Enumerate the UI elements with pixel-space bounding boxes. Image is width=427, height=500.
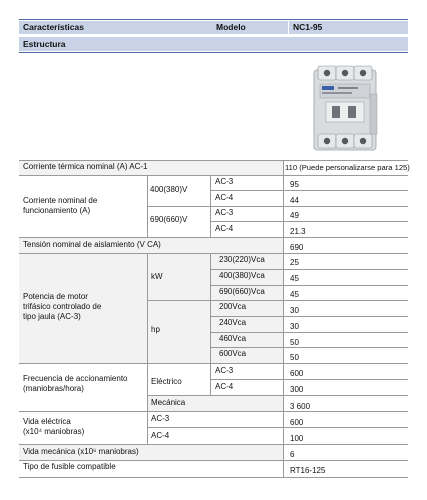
label-potencia-2: trifásico controlado de [23,302,102,311]
value-vida-600: 600 [290,418,304,427]
rule [210,269,408,270]
rule [210,285,408,286]
label-ac4-b: AC-4 [215,224,234,233]
col-rule [147,363,148,444]
label-frecuencia-2: (maniobras/hora) [23,384,84,393]
header-caracteristicas: Características [23,22,84,32]
value-fusible: RT16-125 [290,466,326,475]
label-tension: Tensión nominal de aislamiento (V CA) [23,240,161,249]
label-vida-mecanica: Vida mecánica (x10⁶ maniobras) [23,447,139,456]
hp-voltage: 600Vca [219,349,247,358]
label-fusible: Tipo de fusible compatible [23,462,116,471]
label-vida-ac4: AC-4 [151,431,170,440]
rule [19,175,408,176]
hp-value: 30 [290,322,299,331]
value-vida-mecanica: 6 [290,450,295,459]
value-95: 95 [290,180,299,189]
label-potencia-3: tipo jaula (AC-3) [23,312,81,321]
header-divider [288,21,289,34]
col-rule [210,363,211,395]
value-21-3: 21.3 [290,227,306,236]
rule [19,444,408,445]
rule [147,395,408,396]
rule [147,300,408,301]
rule [147,206,408,207]
label-mecanica: Mecánica [151,398,186,407]
hp-value: 50 [290,353,299,362]
value-frec-3600: 3 600 [290,402,311,411]
label-electrico: Eléctrico [151,377,182,386]
rule [19,237,408,238]
label-vida-electrica-2: (x10⁴ maniobras) [23,427,85,436]
header-bottom-rule [19,52,408,53]
value-frec-600: 600 [290,369,304,378]
col-rule [283,160,284,477]
header-mid-rule [19,35,408,36]
rule [210,221,408,222]
hp-value: 50 [290,338,299,347]
label-potencia-1: Potencia de motor [23,292,88,301]
label-frecuencia-1: Frecuencia de accionamiento [23,374,128,383]
col-rule [147,175,148,237]
header-sub-bar [19,37,408,51]
rule [19,411,408,412]
label-690v: 690(660)V [150,215,188,224]
label-vida-electrica-1: Vida eléctrica [23,417,71,426]
hp-voltage: 240Vca [219,318,247,327]
rule [19,477,408,478]
label-400v: 400(380)V [150,185,188,194]
label-hp: hp [151,325,160,334]
col-rule [210,175,211,237]
kw-value: 45 [290,274,299,283]
label-ac4-a: AC-4 [215,193,234,202]
label-corriente-nominal-1: Corriente nominal de [23,196,98,205]
label-frec-ac3: AC-3 [215,366,234,375]
rule [210,347,408,348]
rule [210,332,408,333]
hp-voltage: 200Vca [219,302,247,311]
value-vida-100: 100 [290,434,304,443]
header-model-value: NC1-95 [293,22,323,32]
label-ac3-a: AC-3 [215,177,234,186]
label-kw: kW [151,272,163,281]
header-estructura: Estructura [23,39,66,49]
header-modelo: Modelo [216,22,246,32]
header-top-rule [19,19,408,20]
kw-voltage: 230(220)Vca [219,255,265,264]
contactor-image [312,64,378,152]
rule [19,160,408,161]
kw-value: 45 [290,290,299,299]
rule [147,427,408,428]
label-vida-ac3: AC-3 [151,414,170,423]
label-frec-ac4: AC-4 [215,382,234,391]
label-corriente-nominal-2: funcionamiento (A) [23,206,91,215]
hp-value: 30 [290,306,299,315]
rule [210,379,408,380]
value-49: 49 [290,211,299,220]
kw-voltage: 400(380)Vca [219,271,265,280]
value-tension: 690 [290,243,304,252]
kw-voltage: 690(660)Vca [219,287,265,296]
rule [19,460,408,461]
col-rule [147,253,148,363]
value-frec-300: 300 [290,385,304,394]
label-ac3-b: AC-3 [215,208,234,217]
value-corriente-termica: 110 (Puede personalizarse para 125) [285,163,410,172]
hp-voltage: 460Vca [219,334,247,343]
rule [210,316,408,317]
label-corriente-termica: Corriente térmica nominal (A) AC-1 [23,162,148,171]
col-rule [210,253,211,363]
rule [210,190,408,191]
rule [19,363,408,364]
rule [19,253,408,254]
kw-value: 25 [290,258,299,267]
value-44: 44 [290,196,299,205]
